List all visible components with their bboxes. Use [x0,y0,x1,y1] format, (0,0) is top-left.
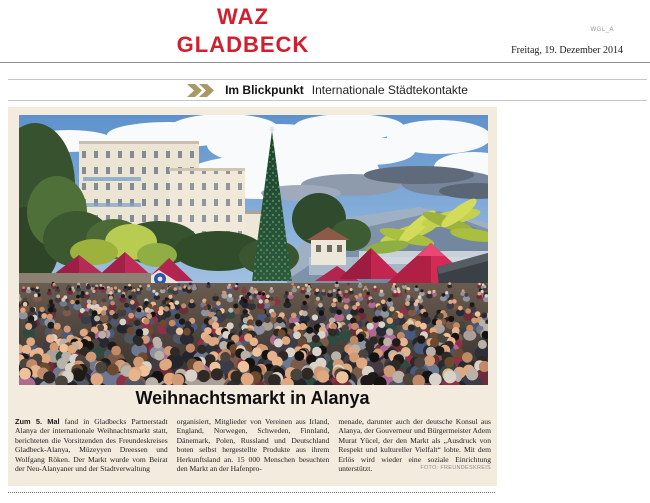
masthead-line1: WAZ [217,4,269,29]
column-1-text: fand in Gladbecks Partnerstadt Alanya der internationale Weihnachtsmarkt statt, berichteten die Vorsitzenden des Freundeskreises Gladbeck-Alanya, Müzeyyen Dreessen und Wolfgang Röken. Der Markt wurde vom Beirat der Neu-Alanyaner und der Stadtverwaltung [15,417,168,474]
article-headline: Weihnachtsmarkt in Alanya [135,388,370,408]
lead-in: Zum 5. Mal [15,417,60,426]
photo-credit: FOTO: FREUNDESKREIS [420,465,492,472]
article-column-3 [338,417,491,473]
section-topic: Internationale Städtekontakte [311,83,468,97]
double-chevron-right-icon [187,84,217,97]
masthead-line2: GLADBECK [176,32,310,57]
column-2-text: organisiert, Mitglieder von Vereinen aus Irland, England, Norwegen, Schweden, Finnland, Dänemark, Polen, Russland und Deutschland boten selbst hergestellte Produkte aus ihrem Herkunftsland an. 15 000 Menschen besuchten den Markt an der Hafenpro- [176,417,330,474]
article-body [15,417,491,473]
masthead-divider [0,62,650,63]
article-column-2 [177,417,330,473]
article-photo [19,115,488,385]
article-column-1 [15,417,168,473]
dateline: Freitag, 19. Dezember 2014 [511,45,623,56]
masthead [0,3,486,59]
photo-illustration [19,115,488,385]
edition-code: WGL_A [590,27,614,33]
section-kicker: Im Blickpunkt [225,83,304,97]
section-band [8,79,647,101]
column-3-text: menade, darunter auch der deutsche Konsul aus Alanya, der Gouverneur und Bürgermeister Adem Murat Yücel, der den Markt als „Ausdruck von Respekt und kultureller Vielfalt“ lobte. Mit dem Erlös wird wieder eine soziale Einrichtung unterstützt. [338,417,492,474]
bottom-dotted-divider [8,492,495,493]
feature-block [8,107,497,486]
